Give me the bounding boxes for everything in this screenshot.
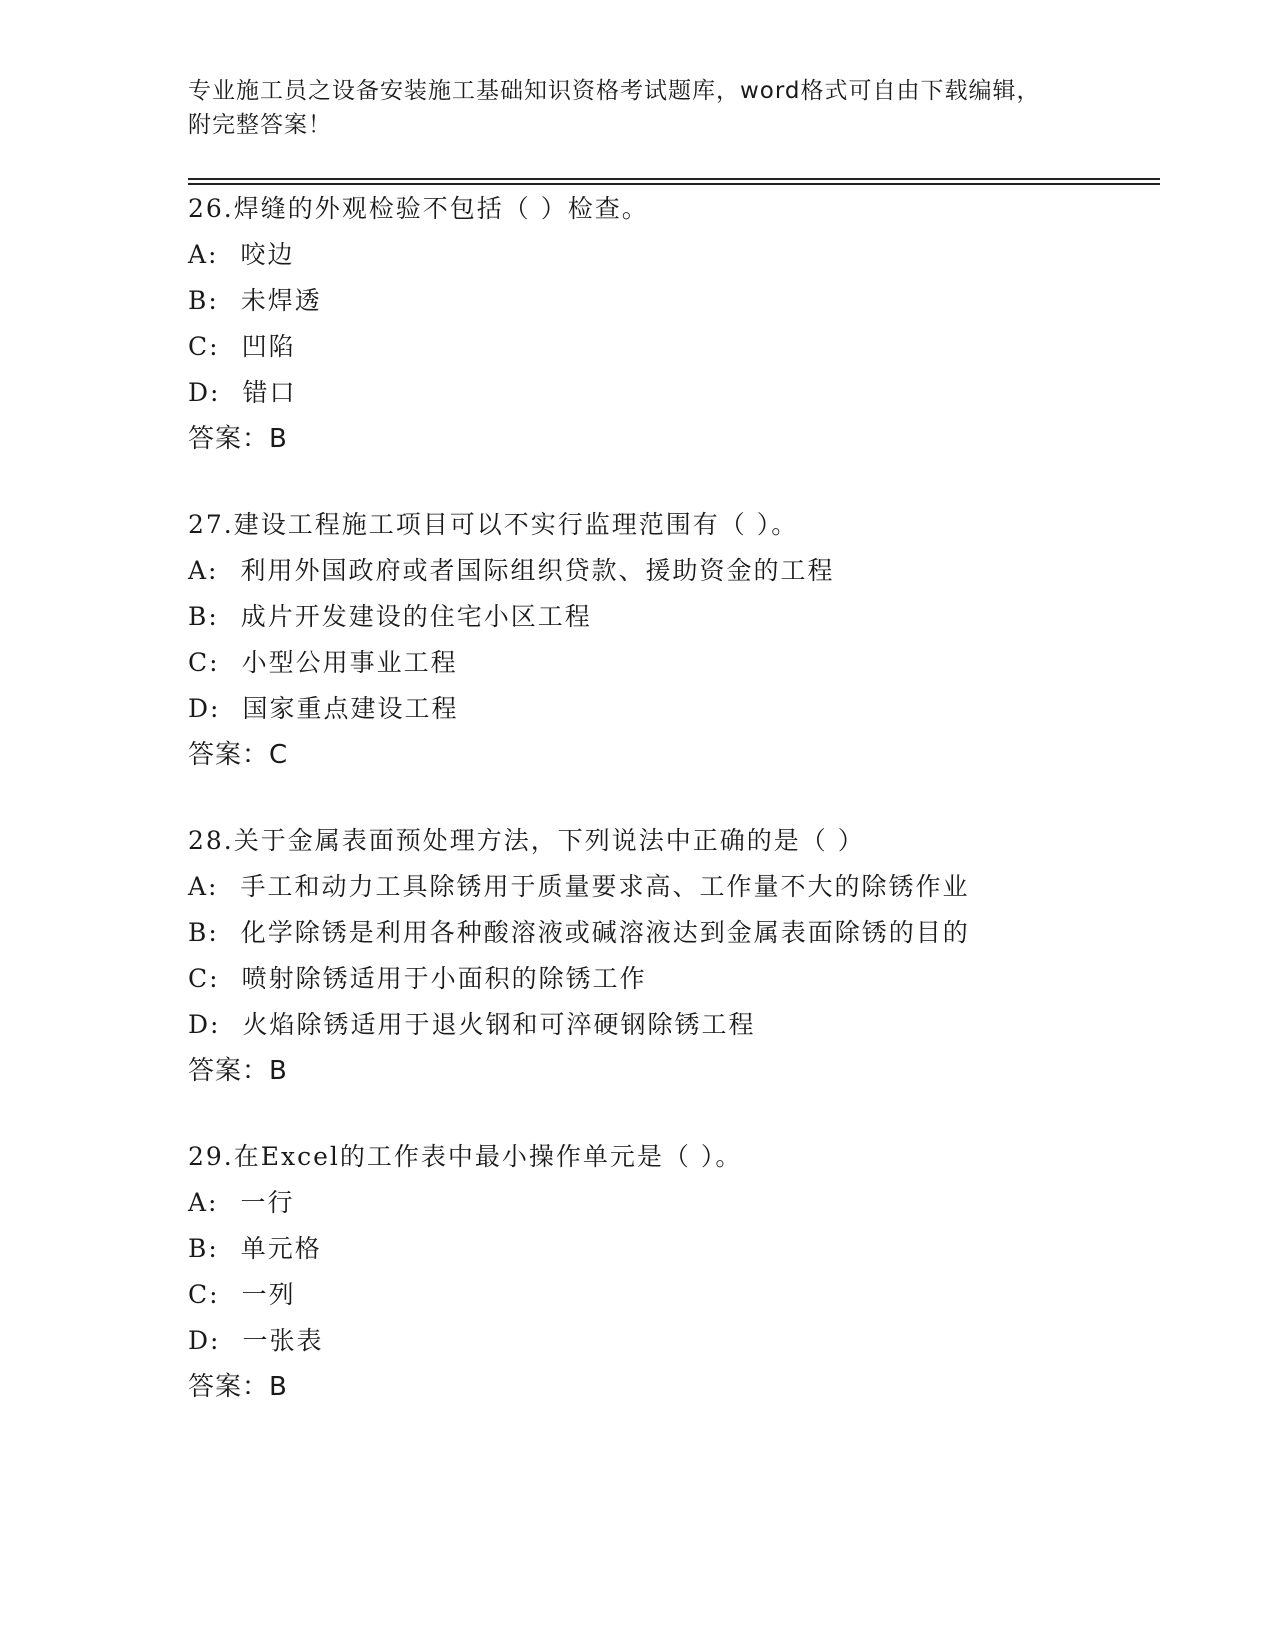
option-text: 咬边: [240, 240, 295, 269]
answer-line: 答案：B: [188, 1372, 288, 1402]
option-letter: D:: [188, 1010, 221, 1039]
header-rule-bottom: [188, 183, 1160, 185]
option-letter: D:: [188, 1326, 221, 1355]
option-c: [188, 324, 1148, 370]
option-d: [188, 1002, 1148, 1048]
option-a: [188, 232, 1148, 278]
option-letter: B:: [188, 602, 219, 631]
option-text: 一列: [241, 1280, 296, 1309]
option-letter: B:: [188, 918, 219, 947]
option-letter: B:: [188, 1234, 219, 1263]
header-line-2: 附完整答案！: [188, 112, 332, 138]
option-text: 小型公用事业工程: [241, 648, 458, 677]
option-text: 手工和动力工具除锈用于质量要求高、工作量不大的除锈作业: [240, 872, 970, 901]
option-text: 凹陷: [241, 332, 296, 361]
question-26: [188, 186, 1148, 462]
option-letter: B:: [188, 286, 219, 315]
option-text: 未焊透: [240, 286, 322, 315]
option-letter: A:: [188, 872, 219, 901]
option-c: [188, 640, 1148, 686]
option-letter: A:: [188, 1188, 219, 1217]
option-a: [188, 864, 1148, 910]
option-text: 利用外国政府或者国际组织贷款、援助资金的工程: [240, 556, 835, 585]
option-a: [188, 548, 1148, 594]
question-27: [188, 502, 1148, 778]
option-letter: C:: [188, 648, 220, 677]
question-28: [188, 818, 1148, 1094]
option-c: [188, 1272, 1148, 1318]
option-text: 错口: [242, 378, 297, 407]
option-text: 国家重点建设工程: [242, 694, 459, 723]
option-letter: A:: [188, 556, 219, 585]
option-text: 单元格: [240, 1234, 322, 1263]
option-b: [188, 594, 1148, 640]
option-letter: D:: [188, 694, 221, 723]
option-text: 化学除锈是利用各种酸溶液或碱溶液达到金属表面除锈的目的: [240, 918, 970, 947]
option-text: 一张表: [242, 1326, 324, 1355]
option-text: 喷射除锈适用于小面积的除锈工作: [241, 964, 647, 993]
option-d: [188, 1318, 1148, 1364]
document-header: [188, 74, 1088, 142]
option-d: [188, 370, 1148, 416]
option-text: 一行: [240, 1188, 295, 1217]
option-b: [188, 278, 1148, 324]
header-line-1: 专业施工员之设备安装施工基础知识资格考试题库，word格式可自由下载编辑，: [188, 78, 1041, 104]
header-rule-top: [188, 178, 1160, 180]
option-c: [188, 956, 1148, 1002]
option-letter: D:: [188, 378, 221, 407]
option-letter: C:: [188, 964, 220, 993]
question-title: 28.关于金属表面预处理方法，下列说法中正确的是（ ）: [188, 826, 865, 855]
answer-line: 答案：B: [188, 424, 288, 454]
question-title: 27.建设工程施工项目可以不实行监理范围有（ ）。: [188, 510, 799, 539]
option-text: 成片开发建设的住宅小区工程: [240, 602, 592, 631]
option-letter: C:: [188, 332, 220, 361]
option-letter: A:: [188, 240, 219, 269]
question-title: 29.在Excel的工作表中最小操作单元是（ ）。: [188, 1142, 743, 1171]
question-title: 26.焊缝的外观检验不包括（ ）检查。: [188, 194, 649, 223]
option-a: [188, 1180, 1148, 1226]
option-text: 火焰除锈适用于退火钢和可淬硬钢除锈工程: [242, 1010, 756, 1039]
question-29: [188, 1134, 1148, 1410]
option-d: [188, 686, 1148, 732]
answer-line: 答案：C: [188, 740, 289, 770]
option-b: [188, 1226, 1148, 1272]
answer-line: 答案：B: [188, 1056, 288, 1086]
option-letter: C:: [188, 1280, 220, 1309]
option-b: [188, 910, 1148, 956]
